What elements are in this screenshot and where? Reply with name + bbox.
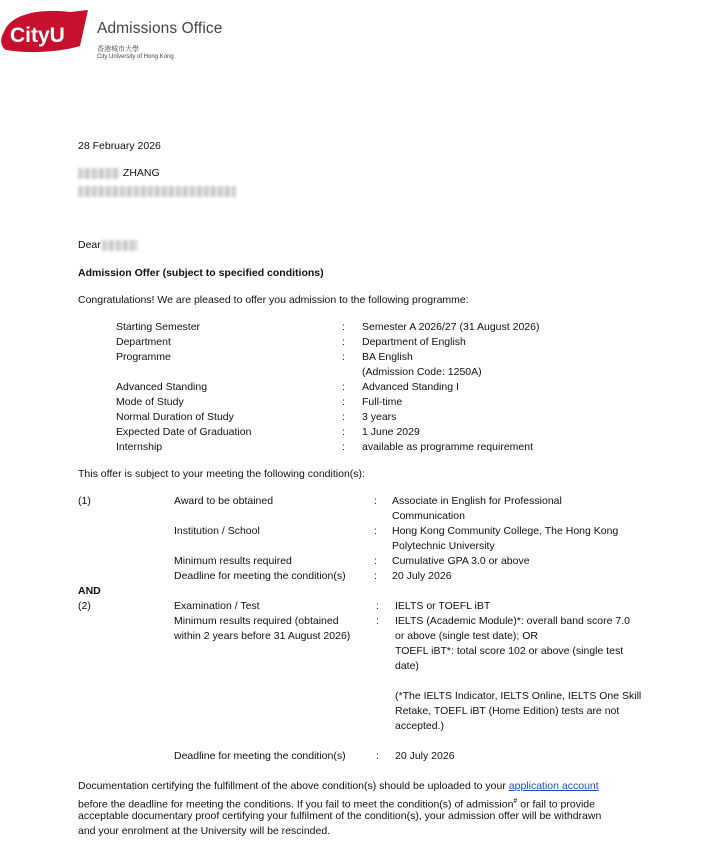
detail-label: Starting Semester — [116, 321, 201, 333]
condition-value: Hong Kong Community College, The Hong Kong — [392, 525, 619, 537]
closing-line-1 — [78, 780, 599, 793]
condition-colon: : — [376, 615, 379, 627]
condition-number: (2) — [78, 600, 91, 612]
application-account-link[interactable]: application account — [508, 780, 599, 792]
letter-subject: Admission Offer (subject to specified conditions) — [78, 267, 324, 279]
university-name-cn: 香港城市大學 — [97, 46, 139, 53]
detail-colon: : — [342, 441, 345, 453]
condition-label: Minimum results required (obtained — [174, 615, 339, 627]
detail-colon: : — [342, 336, 345, 348]
admission-code: (Admission Code: 1250A) — [362, 366, 482, 378]
detail-value: 1 June 2029 — [362, 426, 420, 438]
detail-label: Internship — [116, 441, 163, 453]
condition-label: Deadline for meeting the condition(s) — [174, 570, 346, 582]
closing-text: Documentation certifying the fulfillment of the above condition(s) should be uploaded to your — [78, 780, 506, 792]
condition-value: Communication — [392, 510, 465, 522]
recipient-name — [78, 167, 160, 180]
detail-value: Advanced Standing I — [362, 381, 459, 393]
logo-text: CityU — [10, 24, 65, 47]
and-label: AND — [78, 585, 101, 597]
cityu-logo — [0, 6, 92, 56]
condition-colon: : — [374, 495, 377, 507]
condition-label: Deadline for meeting the condition(s) — [174, 750, 346, 762]
university-name-en: City University of Hong Kong — [97, 54, 174, 60]
intro-text: Congratulations! We are pleased to offer you admission to the following programme: — [78, 294, 469, 306]
closing-line-3: acceptable documentary proof certifying your fulfilment of the condition(s), your admission offer will be withdrawn — [78, 810, 602, 822]
condition-value: Polytechnic University — [392, 540, 495, 552]
detail-colon: : — [342, 411, 345, 423]
condition-colon: : — [376, 600, 379, 612]
closing-text: before the deadline for meeting the conditions. If you fail to meet the condition(s) of admission — [78, 798, 514, 811]
detail-value: Full-time — [362, 396, 403, 408]
detail-colon: : — [342, 381, 345, 393]
detail-value: BA English — [362, 351, 413, 363]
detail-value: available as programme requirement — [362, 441, 533, 453]
office-title: Admissions Office — [97, 20, 223, 37]
condition-value: Cumulative GPA 3.0 or above — [392, 555, 530, 567]
salutation-text: Dear — [78, 239, 101, 251]
letter-date: 28 February 2026 — [78, 140, 161, 152]
footnote-mark: # — [513, 798, 518, 805]
test-note: (*The IELTS Indicator, IELTS Online, IELTS One Skill — [395, 690, 642, 702]
closing-line-4: and your enrolment at the University will be rescinded. — [78, 825, 331, 837]
condition-number: (1) — [78, 495, 91, 507]
detail-label: Advanced Standing — [116, 381, 208, 393]
detail-colon: : — [342, 351, 345, 363]
recipient-surname: ZHANG — [122, 167, 160, 179]
condition-value: 20 July 2026 — [392, 570, 452, 582]
redacted-salutation-name — [102, 240, 138, 251]
detail-colon: : — [342, 396, 345, 408]
condition-value: Associate in English for Professional — [392, 495, 562, 507]
detail-label: Normal Duration of Study — [116, 411, 234, 423]
condition-label: Minimum results required — [174, 555, 292, 567]
condition-label: within 2 years before 31 August 2026) — [174, 630, 351, 642]
condition-value: date) — [395, 660, 419, 672]
test-note: Retake, TOEFL iBT (Home Edition) tests are not — [395, 705, 620, 717]
detail-value: Department of English — [362, 336, 466, 348]
condition-value: 20 July 2026 — [395, 750, 455, 762]
condition-label: Award to be obtained — [174, 495, 274, 507]
detail-value: 3 years — [362, 411, 397, 423]
closing-text: or fail to provide — [517, 798, 595, 811]
detail-label: Programme — [116, 351, 171, 363]
condition-colon: : — [376, 750, 379, 762]
detail-value: Semester A 2026/27 (31 August 2026) — [362, 321, 540, 333]
recipient-address — [78, 185, 236, 198]
test-note: accepted.) — [395, 720, 445, 732]
detail-label: Mode of Study — [116, 396, 184, 408]
condition-label: Institution / School — [174, 525, 260, 537]
condition-colon: : — [374, 525, 377, 537]
detail-label: Department — [116, 336, 171, 348]
condition-value: TOEFL iBT*: total score 102 or above (single test — [395, 645, 624, 657]
condition-colon: : — [374, 555, 377, 567]
condition-value: or above (single test date); OR — [395, 630, 538, 642]
redacted-given-name — [78, 168, 120, 179]
condition-label: Examination / Test — [174, 600, 260, 612]
conditions-intro: This offer is subject to your meeting the following condition(s): — [78, 468, 365, 480]
condition-value: IELTS (Academic Module)*: overall band score 7.0 — [395, 615, 630, 627]
salutation — [78, 239, 138, 252]
detail-colon: : — [342, 426, 345, 438]
condition-value: IELTS or TOEFL iBT — [395, 600, 491, 612]
redacted-address — [78, 186, 236, 197]
condition-colon: : — [374, 570, 377, 582]
detail-label: Expected Date of Graduation — [116, 426, 252, 438]
detail-colon: : — [342, 321, 345, 333]
